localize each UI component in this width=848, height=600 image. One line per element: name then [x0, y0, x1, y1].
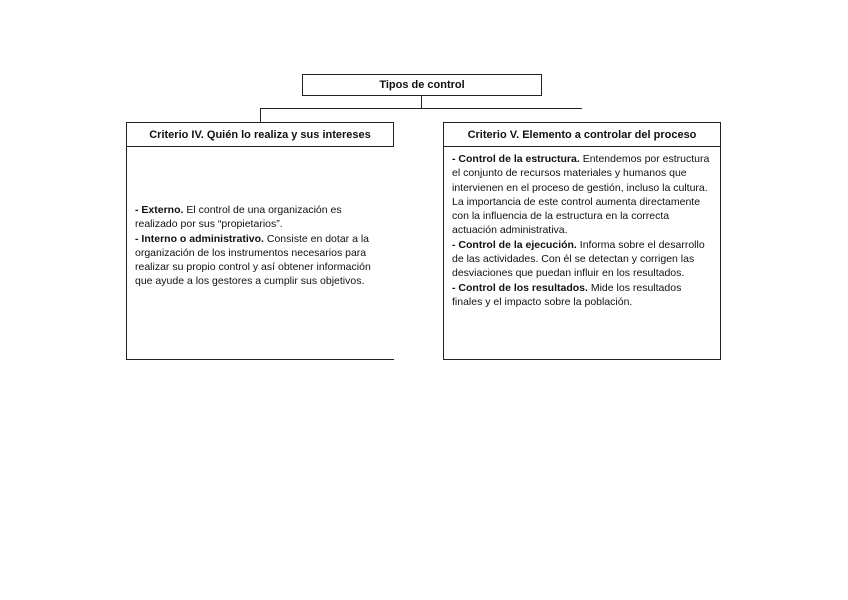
criterio-v-item-ejecucion — [452, 238, 714, 281]
item-term: - Interno o administrativo. — [135, 232, 264, 245]
root-title-box — [302, 74, 542, 96]
criterio-iv-item-interno — [135, 232, 384, 289]
item-text: Informa sobre el desarrollo de las actividades. Con él se detectan y corrigen las desviaciones que puedan influir en los resultados. — [452, 238, 705, 280]
criterio-iv-header — [126, 122, 394, 147]
branch-left-drop-line — [260, 108, 261, 122]
criterio-iv-item-externo — [135, 203, 384, 232]
item-term: - Control de los resultados. — [452, 281, 588, 294]
criterio-v-title: Criterio V. Elemento a controlar del proceso — [467, 128, 697, 141]
criterio-iv-title: Criterio IV. Quién lo realiza y sus intereses — [149, 128, 371, 141]
item-term: - Control de la estructura. — [452, 153, 580, 165]
criterio-v-item-estructura — [452, 152, 714, 238]
item-term: - Externo. — [135, 204, 184, 216]
criterio-v-content — [443, 147, 721, 360]
item-term: - Control de la ejecución. — [452, 238, 577, 251]
branch-horizontal-line — [260, 108, 582, 109]
criterio-v-item-resultados — [452, 281, 714, 310]
item-text: Mide los resultados finales y el impacto sobre la población. — [452, 281, 682, 308]
criterio-iv-content — [126, 147, 394, 360]
root-stem-line — [421, 96, 422, 108]
item-text: Consiste en dotar a la organización de los instrumentos necesarios para realizar su propio control y así obtener información que ayude a los gestores a cumplir sus objetivos. — [135, 232, 371, 288]
root-title: Tipos de control — [379, 79, 465, 91]
criterio-v-header — [443, 122, 721, 147]
item-text: Entendemos por estructura el conjunto de recursos materiales y humanos que intervienen en el proceso de gestión, incluso la cultura. La importancia de este control aumenta directamente con la influencia de la estructura en la correcta actuación administrativa. — [452, 153, 710, 237]
item-text: El control de una organización es realizado por sus “propietarios”. — [135, 204, 342, 231]
